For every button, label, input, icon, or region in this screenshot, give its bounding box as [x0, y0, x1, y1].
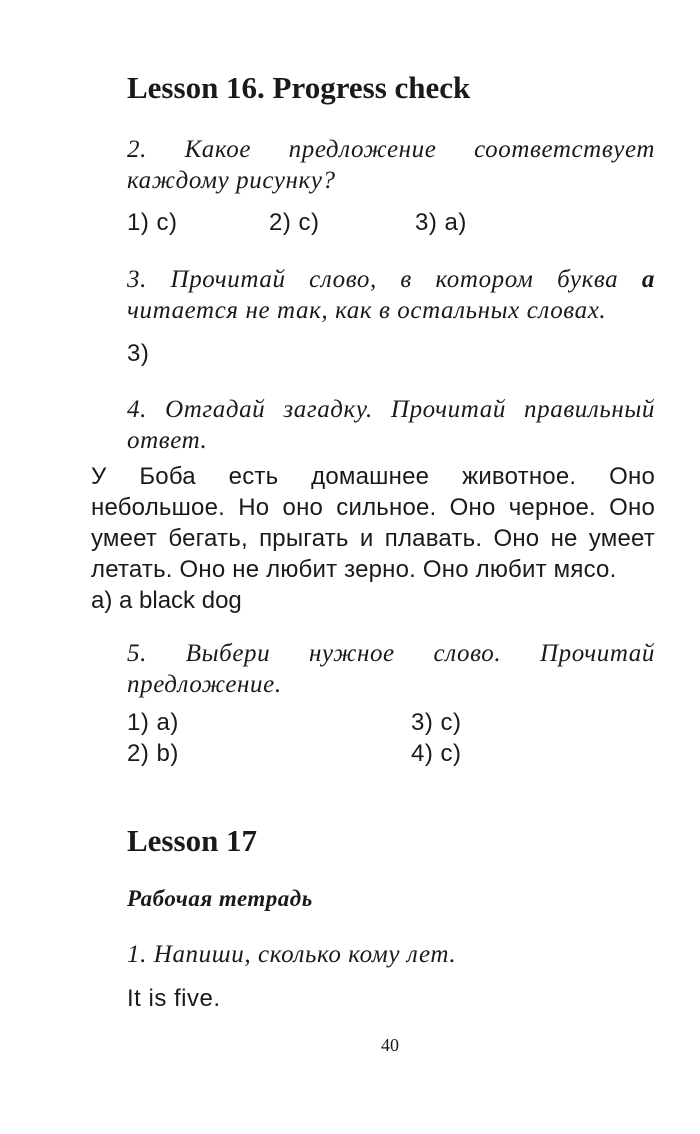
- task-4-riddle: У Боба есть домашнее животное. Оно небольшое. Но оно сильное. Оно черное. Оно умеет бегать, прыгать и плавать. Оно не умеет летать. Оно не любит зерно. Оно любит мясо.: [91, 463, 655, 583]
- task-5-answer-4: 4) c): [411, 740, 462, 767]
- lesson-17-task-1-instruction: 1. Напиши, сколько кому лет.: [127, 941, 457, 968]
- task-3-answer: 3): [127, 340, 150, 367]
- page-number: 40: [381, 1035, 399, 1055]
- task-4-instruction: 4. Отгадай загадку. Прочитай правильный ответ.: [127, 396, 655, 454]
- task-2-answer-3: 3) a): [415, 209, 467, 236]
- task-5-answer-1: 1) a): [127, 709, 179, 736]
- lesson-16-title: Lesson 16. Progress check: [127, 70, 471, 105]
- task-3-text-after: читается не так, как в остальных словах.: [127, 297, 607, 324]
- task-5-answer-2: 2) b): [127, 740, 179, 767]
- task-5-instruction: 5. Выбери нужное слово. Прочитай предложение.: [127, 640, 655, 698]
- lesson-17-task-1-answer: It is five.: [127, 985, 221, 1012]
- task-4-answer: a) a black dog: [91, 587, 242, 614]
- book-page: [91, 0, 655, 1134]
- task-3-text-before: 3. Прочитай слово, в котором буква: [127, 266, 642, 293]
- task-5-answer-3: 3) c): [411, 709, 462, 736]
- task-3-letter: a: [641, 266, 655, 293]
- workbook-heading: Рабочая тетрадь: [127, 886, 313, 911]
- task-2-answer-2: 2) c): [269, 209, 320, 236]
- task-2-answer-1: 1) c): [127, 209, 178, 236]
- task-2-instruction: 2. Какое предложение соответствует каждому рисунку?: [127, 136, 655, 194]
- task-3-instruction: [127, 264, 655, 326]
- lesson-17-title: Lesson 17: [127, 823, 258, 858]
